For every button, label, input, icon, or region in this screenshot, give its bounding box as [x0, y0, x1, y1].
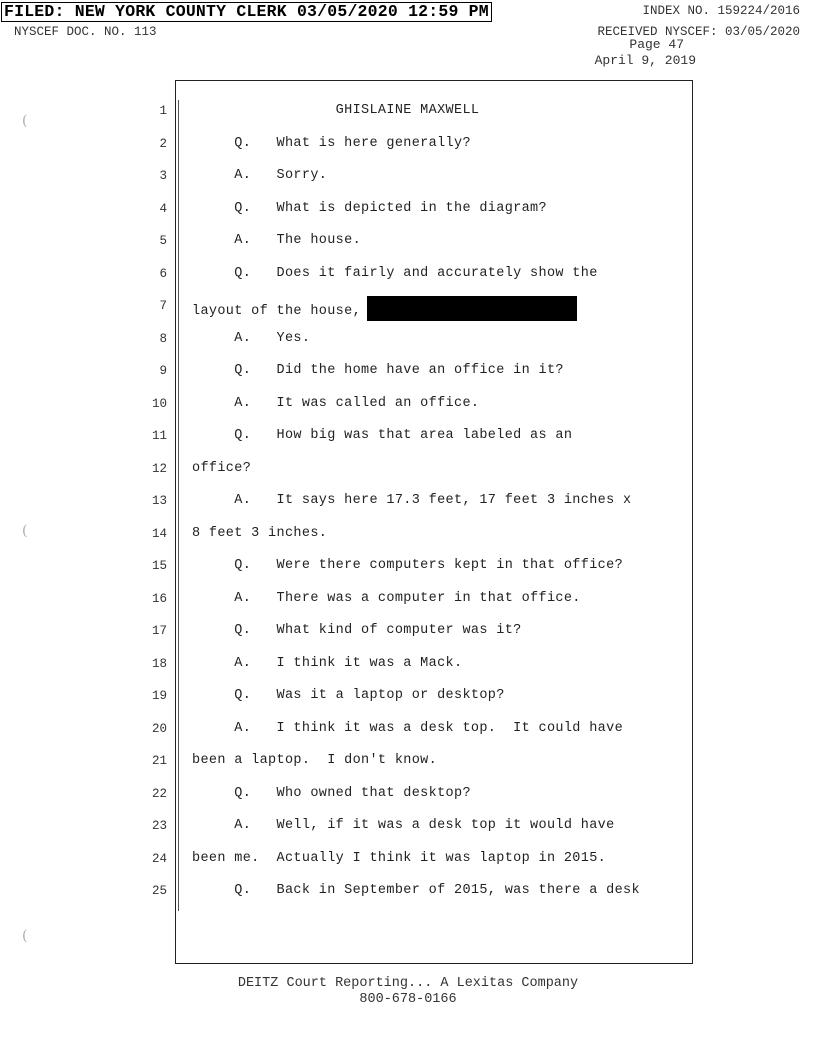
line-text	[192, 201, 547, 216]
page-number: Page 47	[629, 37, 684, 52]
line-number: 4	[159, 201, 167, 216]
transcript-line	[0, 490, 816, 523]
line-number: 20	[151, 721, 167, 736]
line-number: 21	[151, 754, 167, 768]
line-number: 25	[151, 884, 167, 898]
line-number: 15	[151, 559, 167, 573]
line-text-content: A. Well, if it was a desk top it would have	[192, 818, 615, 833]
line-text-content: A. It was called an office.	[192, 395, 480, 411]
line-text-content: A. I think it was a desk top. It could have	[192, 720, 624, 736]
line-number: 3	[159, 169, 167, 183]
line-number: 23	[151, 819, 167, 833]
line-text-content: Q. What is here generally?	[192, 135, 471, 151]
received-stamp: RECEIVED NYSCEF: 03/05/2020	[597, 25, 800, 39]
line-number: 22	[151, 786, 167, 801]
line-text-content: A. There was a computer in that office.	[192, 590, 581, 606]
transcript-line	[0, 295, 816, 328]
line-number: 7	[159, 299, 167, 313]
line-text	[192, 331, 310, 346]
line-text-content: A. It says here 17.3 feet, 17 feet 3 inches x	[192, 493, 632, 508]
transcript-line	[0, 620, 816, 653]
line-text-content: been a laptop. I don't know.	[192, 753, 438, 768]
line-text-content: Q. What is depicted in the diagram?	[192, 200, 547, 216]
line-text	[192, 818, 615, 833]
transcript-line	[0, 165, 816, 198]
line-text	[192, 428, 572, 443]
line-number: 2	[159, 136, 167, 151]
line-number: 18	[151, 656, 167, 671]
line-text-content: office?	[192, 460, 252, 476]
line-number: 16	[151, 591, 167, 606]
line-number: 13	[151, 494, 167, 508]
scan-mark: (	[22, 928, 28, 944]
line-text	[192, 721, 623, 736]
line-number: 24	[151, 851, 167, 866]
line-text-content: A. Sorry.	[192, 168, 328, 183]
line-text-content: GHISLAINE MAXWELL	[192, 103, 480, 118]
line-text	[192, 396, 479, 411]
line-text-content: Q. Does it fairly and accurately show the	[192, 265, 598, 281]
line-text-content: Q. Were there computers kept in that office?	[192, 558, 624, 573]
line-number: 19	[151, 689, 167, 703]
transcript-line	[0, 230, 816, 263]
transcript-line	[0, 458, 816, 491]
transcript-line	[0, 653, 816, 686]
line-text	[192, 786, 471, 801]
transcript-line	[0, 848, 816, 881]
line-text	[192, 753, 437, 768]
transcript-line	[0, 718, 816, 751]
transcript-line	[0, 360, 816, 393]
line-text	[192, 461, 251, 476]
line-text-content: A. Yes.	[192, 330, 311, 346]
transcript-line	[0, 328, 816, 361]
line-text	[192, 103, 479, 118]
line-text-content: A. I think it was a Mack.	[192, 655, 463, 671]
line-text	[192, 136, 471, 151]
line-text-content: been me. Actually I think it was laptop in 2015.	[192, 850, 607, 866]
line-text-content: Q. What kind of computer was it?	[192, 623, 522, 638]
line-text-content: layout of the house,	[192, 304, 362, 320]
line-text	[192, 493, 631, 508]
line-text	[192, 883, 640, 898]
line-text	[192, 591, 581, 606]
line-number: 8	[159, 331, 167, 346]
line-text-content: Q. How big was that area labeled as an	[192, 428, 573, 443]
line-text	[192, 688, 505, 703]
deposition-date: April 9, 2019	[594, 53, 696, 68]
transcript-line	[0, 588, 816, 621]
line-text	[192, 168, 327, 183]
transcript-line	[0, 393, 816, 426]
transcript-line	[0, 263, 816, 296]
line-text-content: A. The house.	[192, 233, 362, 248]
transcript-line	[0, 133, 816, 166]
transcript-line	[0, 555, 816, 588]
filed-stamp: FILED: NEW YORK COUNTY CLERK 03/05/2020 12:59 PM	[1, 2, 492, 22]
transcript-line	[0, 880, 816, 913]
line-text	[192, 298, 577, 323]
line-text-content: Q. Who owned that desktop?	[192, 785, 471, 801]
line-number: 14	[151, 526, 167, 541]
line-number: 12	[151, 461, 167, 476]
line-text	[192, 851, 606, 866]
transcript-line	[0, 685, 816, 718]
line-number: 11	[151, 429, 167, 443]
transcript-line	[0, 425, 816, 458]
footer-phone: 800-678-0166	[359, 992, 457, 1007]
line-number: 10	[151, 396, 167, 411]
transcript-line	[0, 815, 816, 848]
transcript-line	[0, 750, 816, 783]
line-text	[192, 363, 564, 378]
line-text	[192, 266, 598, 281]
line-text	[192, 656, 462, 671]
redaction-bar	[367, 296, 577, 321]
scan-mark: (	[22, 523, 28, 539]
line-text	[192, 558, 623, 573]
line-number: 17	[151, 624, 167, 638]
transcript-line	[0, 100, 816, 133]
transcript-line	[0, 783, 816, 816]
line-number: 9	[159, 364, 167, 378]
line-text-content: Q. Did the home have an office in it?	[192, 363, 564, 378]
index-number: INDEX NO. 159224/2016	[642, 4, 800, 18]
line-text-content: Q. Back in September of 2015, was there a desk	[192, 883, 640, 898]
transcript-line	[0, 198, 816, 231]
line-text-content: Q. Was it a laptop or desktop?	[192, 688, 505, 703]
scan-mark: (	[22, 113, 28, 129]
line-text-content: 8 feet 3 inches.	[192, 525, 328, 541]
line-text	[192, 233, 361, 248]
line-number: 5	[159, 234, 167, 248]
document-number: NYSCEF DOC. NO. 113	[14, 25, 157, 39]
line-text	[192, 623, 522, 638]
transcript-line	[0, 523, 816, 556]
line-text	[192, 526, 327, 541]
footer-company: DEITZ Court Reporting... A Lexitas Company	[237, 976, 579, 991]
line-number: 1	[159, 104, 167, 118]
line-number: 6	[159, 266, 167, 281]
